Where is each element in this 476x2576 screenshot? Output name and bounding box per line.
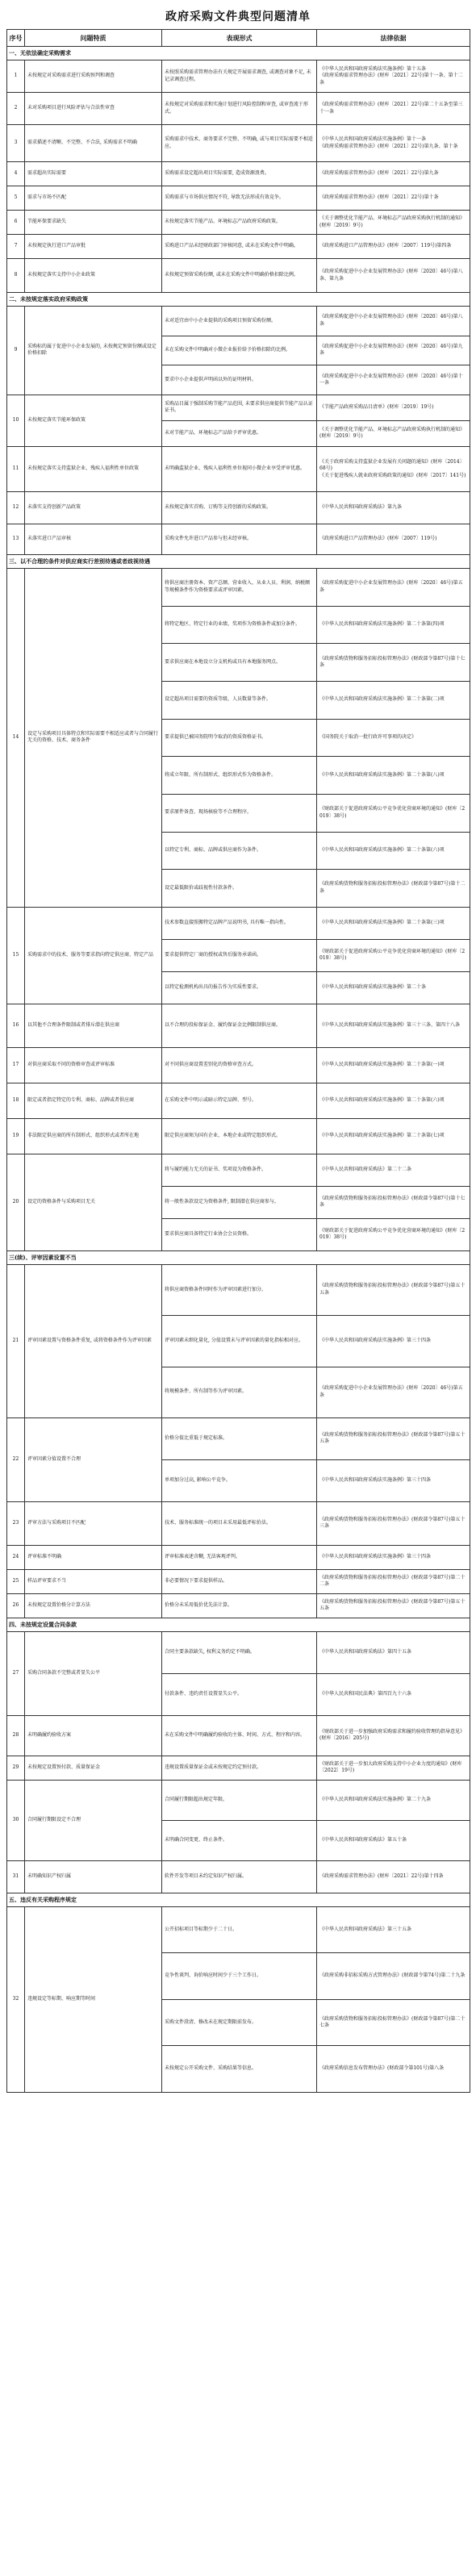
row-number: 12 — [7, 491, 25, 524]
row-form: 未明确监狱企业、残疾人福利性单位视同小微企业享受评审优惠。 — [162, 446, 317, 491]
row-basis: 《政府采购促进中小企业发展管理办法》(财库〔2020〕46号)第五条 — [317, 1367, 470, 1417]
row-issue: 需求与市场不匹配 — [25, 186, 162, 211]
table-row — [7, 446, 470, 491]
row-issue: 未按规定对采购需求进行采购预判和调查 — [25, 61, 162, 93]
row-form: 评审标准表述含糊, 无法客观评判。 — [162, 1545, 317, 1569]
row-basis: 《政府采购促进中小企业发展管理办法》(财库〔2020〕46号)第九条 — [317, 336, 470, 365]
header-no: 序号 — [7, 30, 25, 47]
section-row — [7, 1618, 470, 1631]
row-basis: 《中华人民共和国政府采购法》第五十条 — [317, 1820, 470, 1860]
section-row — [7, 1250, 470, 1264]
row-form: 采购文件澄清、修改未在规定期限前发布。 — [162, 1999, 317, 2046]
row-form: 设定最低限价或歧视性付款条件。 — [162, 870, 317, 908]
row-number: 4 — [7, 162, 25, 186]
row-number: 25 — [7, 1569, 25, 1593]
table-row — [7, 1083, 470, 1118]
row-basis: 《中华人民共和国政府采购法实施条例》第二十条第(八)项 — [317, 757, 470, 795]
row-number: 14 — [7, 568, 25, 907]
row-basis: 《中华人民共和国政府采购法实施条例》第二十条第(四)项 — [317, 606, 470, 644]
row-form: 设定超出项目需要的资质等级、人员数量等条件。 — [162, 681, 317, 719]
row-form: 采购需求设定超出项目实际需要, 造成资源浪费。 — [162, 162, 317, 186]
row-basis: 《中华人民共和国政府采购法实施条例》第三十四条 — [317, 1459, 470, 1501]
row-basis: 《政府采购促进中小企业发展管理办法》(财库〔2020〕46号)第八条、第九条 — [317, 259, 470, 293]
row-basis: 《中华人民共和国政府采购法实施条例》第十五条 《政府采购需求管理办法》(财库〔2021〕22号)第十一条、第十二条 — [317, 61, 470, 93]
row-form: 技术、服务标准统一的项目未采用最低评标价法。 — [162, 1501, 317, 1545]
row-issue: 未按规定执行进口产品审批 — [25, 235, 162, 259]
row-issue: 设定与采购项目具体特点和实际需要不相适应或者与合同履行无关的资格、技术、商务条件 — [25, 568, 162, 907]
row-form: 将成立年限、所有制形式、组织形式作为资格条件。 — [162, 757, 317, 795]
table-row — [7, 1780, 470, 1820]
row-basis: 《中华人民共和国政府采购法实施条例》第三十三条、第四十八条 — [317, 1004, 470, 1047]
row-issue: 未按规定设置价格分计算方法 — [25, 1593, 162, 1618]
row-basis: 《中华人民共和国政府采购法实施条例》第二十条第(三)项 — [317, 907, 470, 939]
row-form: 要求原件备查、现场核验等不合理程序。 — [162, 794, 317, 832]
table-row — [7, 395, 470, 420]
row-form: 未按规定对采购需求和实施计划进行风险控制和审查, 或审查流于形式。 — [162, 93, 317, 125]
table-row — [7, 568, 470, 606]
row-issue: 未落实进口产品审核 — [25, 524, 162, 554]
header-form: 表现形式 — [162, 30, 317, 47]
row-basis: 《政府采购促进中小企业发展管理办法》(财库〔2020〕46号)第五条 — [317, 568, 470, 606]
row-number: 1 — [7, 61, 25, 93]
row-form: 将一般性条款设定为资格条件, 限制潜在供应商参与。 — [162, 1186, 317, 1218]
row-basis: 《政府采购进口产品管理办法》(财库〔2007〕119号)第四条 — [317, 235, 470, 259]
row-basis: 《政府采购需求管理办法》(财库〔2021〕22号)第十条 — [317, 186, 470, 211]
row-number: 11 — [7, 446, 25, 491]
row-form: 违规设置质量保证金或未按规定约定预付款。 — [162, 1756, 317, 1780]
section-label: 二、未按规定落实政府采购政策 — [7, 293, 470, 307]
row-form: 非必要情况下要求提供样品。 — [162, 1569, 317, 1593]
header-basis: 法律依据 — [317, 30, 470, 47]
row-form: 公开招标项目等标期少于二十日。 — [162, 1906, 317, 1953]
table-row — [7, 186, 470, 211]
row-issue: 需求超出实际需要 — [25, 162, 162, 186]
row-form: 要求提供特定厂商的授权或售后服务承诺函。 — [162, 939, 317, 971]
row-number: 17 — [7, 1047, 25, 1083]
row-basis: 《中华人民共和国政府采购法实施条例》第二十条第(二)项 — [317, 681, 470, 719]
row-number: 21 — [7, 1264, 25, 1417]
row-basis: 《政府采购促进中小企业发展管理办法》(财库〔2020〕46号)第十一条 — [317, 365, 470, 395]
row-form: 采购需求中技术、商务要求不完整、不明确, 或与项目实际需要不相适应。 — [162, 125, 317, 162]
row-form: 对不同供应商设置差别化的资格审查方式。 — [162, 1047, 317, 1083]
table-row — [7, 1118, 470, 1154]
row-issue: 需求描述不清晰、不完整、不合法, 采购需求不明确 — [25, 125, 162, 162]
row-basis: 《政府采购货物和服务招标投标管理办法》(财政部令第87号)第二十七条 — [317, 1999, 470, 2046]
row-issue: 采购合同条款不完整或者显失公平 — [25, 1631, 162, 1715]
row-issue: 合同履行期限设定不合理 — [25, 1780, 162, 1860]
row-form: 未按规定预留采购份额, 或未在采购文件中明确价格扣除比例。 — [162, 259, 317, 293]
table-row — [7, 1545, 470, 1569]
table-header-row — [7, 30, 470, 47]
row-number: 3 — [7, 125, 25, 162]
row-basis: 《中华人民共和国政府采购法实施条例》第二十条第(六)项 — [317, 1083, 470, 1118]
row-form: 未按照采购需求管理办法有关规定开展需求调查, 或调查对象不足, 未记录调查过程。 — [162, 61, 317, 93]
row-issue: 样品评审要求不当 — [25, 1569, 162, 1593]
row-issue: 评审因素设置与资格条件重复, 或将资格条件作为评审因素 — [25, 1264, 162, 1417]
table-row — [7, 1501, 470, 1545]
row-number: 28 — [7, 1715, 25, 1756]
row-form: 未按规定落实节能产品、环境标志产品政府采购政策。 — [162, 211, 317, 235]
row-issue: 未明确履约验收方案 — [25, 1715, 162, 1756]
row-form: 付款条件、违约责任设置显失公平。 — [162, 1673, 317, 1715]
table-row — [7, 1593, 470, 1618]
row-basis: 《中华人民共和国政府采购法实施条例》第二十条第(七)项 — [317, 1118, 470, 1154]
row-form: 要求提供已被国务院明令取消的资质资格证书。 — [162, 719, 317, 757]
table-row — [7, 235, 470, 259]
row-number: 15 — [7, 907, 25, 1004]
row-form: 未对适宜由中小企业提供的采购项目预留采购份额。 — [162, 307, 317, 336]
table-row — [7, 162, 470, 186]
row-form: 将规模条件、所有制等作为评审因素。 — [162, 1367, 317, 1417]
table-row — [7, 307, 470, 336]
row-issue: 未按规定设置预付款、质量保证金 — [25, 1756, 162, 1780]
row-basis: 《财政部关于促进政府采购公平竞争优化营商环境的通知》(财库〔2019〕38号) — [317, 794, 470, 832]
row-basis: 《政府采购货物和服务招标投标管理办法》(财政部令第87号)第十二条 — [317, 870, 470, 908]
row-basis: 《政府采购货物和服务招标投标管理办法》(财政部令第87号)第五十五条 — [317, 1417, 470, 1459]
row-issue: 未按规定落实支持中小企业政策 — [25, 259, 162, 293]
row-issue: 未按规定落实节能环保政策 — [25, 395, 162, 446]
section-label: 一、无依法确定采购需求 — [7, 47, 470, 61]
row-number: 18 — [7, 1083, 25, 1118]
row-basis: 《中华人民共和国政府采购法》第三十五条 — [317, 1906, 470, 1953]
row-form: 限定供应商须为国有企业、本地企业或特定组织形式。 — [162, 1118, 317, 1154]
page-title: 政府采购文件典型问题清单 — [165, 10, 311, 23]
row-form: 将供应商资格条件同时作为评审因素进行加分。 — [162, 1264, 317, 1315]
row-basis: 《财政部关于促进政府采购公平竞争优化营商环境的通知》(财库〔2019〕38号) — [317, 939, 470, 971]
row-basis: 《政府采购信息发布管理办法》(财政部令第101号)第八条 — [317, 2046, 470, 2093]
row-form: 采购进口产品未经财政部门审核同意, 或未在采购文件中明确。 — [162, 235, 317, 259]
row-basis: 《中华人民共和国政府采购法》第九条 — [317, 491, 470, 524]
row-issue: 设定的资格条件与采购项目无关 — [25, 1154, 162, 1250]
row-basis: 《财政部关于进一步加大政府采购支持中小企业力度的通知》(财库〔2022〕19号) — [317, 1756, 470, 1780]
row-number: 8 — [7, 259, 25, 293]
table-row — [7, 125, 470, 162]
table-row — [7, 93, 470, 125]
row-form: 将供应商注册资本、资产总额、营业收入、从业人员、利润、纳税额等规模条件作为资格要求或评审因素。 — [162, 568, 317, 606]
row-basis: 《政府采购货物和服务招标投标管理办法》(财政部令第87号)第五十五条 — [317, 1264, 470, 1315]
row-number: 23 — [7, 1501, 25, 1545]
table-row — [7, 1264, 470, 1315]
row-basis: 《财政部关于促进政府采购公平竞争优化营商环境的通知》(财库〔2019〕38号) — [317, 1218, 470, 1250]
row-form: 价格分未采用低价优先法计算。 — [162, 1593, 317, 1618]
row-form: 未按规定公开采购文件、采购结果等信息。 — [162, 2046, 317, 2093]
table-row — [7, 1756, 470, 1780]
issue-table — [6, 29, 470, 2093]
row-issue: 对供应商采取不同的资格审查或评审标准 — [25, 1047, 162, 1083]
row-form: 以特定专利、商标、品牌或供应商作为条件。 — [162, 832, 317, 870]
row-number: 22 — [7, 1417, 25, 1501]
table-row — [7, 1715, 470, 1756]
row-basis: 《关于政府采购支持监狱企业发展有关问题的通知》(财库〔2014〕68号) 《关于促进残疾人就业政府采购政策的通知》(财库〔2017〕141号) — [317, 446, 470, 491]
row-issue: 未落实支持创新产品政策 — [25, 491, 162, 524]
row-form: 未在采购文件中明确履约验收的主体、时间、方式、程序和内容。 — [162, 1715, 317, 1756]
row-basis: 《政府采购需求管理办法》(财库〔2021〕22号)第十四条 — [317, 1860, 470, 1893]
section-row — [7, 293, 470, 307]
row-basis: 《关于调整优化节能产品、环境标志产品政府采购执行机制的通知》(财库〔2019〕9号) — [317, 211, 470, 235]
table-row — [7, 1631, 470, 1673]
row-number: 29 — [7, 1756, 25, 1780]
row-form: 未按规定落实首购、订购等支持创新的采购政策。 — [162, 491, 317, 524]
table-row — [7, 259, 470, 293]
row-issue: 评审标准不明确 — [25, 1545, 162, 1569]
row-number: 10 — [7, 395, 25, 446]
row-form: 合同主要条款缺失, 权利义务约定不明确。 — [162, 1631, 317, 1673]
row-basis: 《中华人民共和国政府采购法实施条例》第二十条第(六)项 — [317, 832, 470, 870]
row-number: 31 — [7, 1860, 25, 1893]
row-basis: 《政府采购货物和服务招标投标管理办法》(财政部令第87号)第五十五条 — [317, 1593, 470, 1618]
row-form: 要求供应商在本地设立分支机构或具有本地服务网点。 — [162, 644, 317, 682]
row-basis: 《中华人民共和国政府采购法》第四十五条 — [317, 1631, 470, 1673]
row-issue: 未按规定落实支持监狱企业、残疾人福利性单位政策 — [25, 446, 162, 491]
section-row — [7, 1893, 470, 1906]
table-row — [7, 1569, 470, 1593]
row-number: 26 — [7, 1593, 25, 1618]
table-row — [7, 524, 470, 554]
section-label: 五、违反有关采购程序规定 — [7, 1893, 470, 1906]
row-form: 竞争性谈判、询价响应时间少于三个工作日。 — [162, 1953, 317, 2000]
row-form: 采购文件允许进口产品参与但未经审核。 — [162, 524, 317, 554]
row-number: 13 — [7, 524, 25, 554]
row-number: 24 — [7, 1545, 25, 1569]
table-row — [7, 1417, 470, 1459]
row-basis: 《政府采购促进中小企业发展管理办法》(财库〔2020〕46号)第八条 — [317, 307, 470, 336]
table-row — [7, 211, 470, 235]
row-issue: 评审因素分值设置不合理 — [25, 1417, 162, 1501]
table-row — [7, 1906, 470, 1953]
row-form: 未对节能产品、环境标志产品给予评审优惠。 — [162, 420, 317, 446]
row-basis: 《中华人民共和国政府采购法实施条例》第二十九条 — [317, 1780, 470, 1820]
section-label: 三、以不合理的条件对供应商实行差别待遇或者歧视待遇 — [7, 554, 470, 568]
row-form: 软件开发等项目未约定知识产权归属。 — [162, 1860, 317, 1893]
row-issue: 未对采购项目进行风险评估与合法性审查 — [25, 93, 162, 125]
row-basis: 《节能产品政府采购品目清单》(财库〔2019〕19号) — [317, 395, 470, 420]
section-row — [7, 554, 470, 568]
row-form: 未明确合同变更、终止条件。 — [162, 1820, 317, 1860]
row-form: 采购需求与市场供应情况不符, 导致无法形成有效竞争。 — [162, 186, 317, 211]
row-number: 20 — [7, 1154, 25, 1250]
row-number: 5 — [7, 186, 25, 211]
row-form: 技术参数直接照搬特定品牌产品说明书, 具有唯一指向性。 — [162, 907, 317, 939]
row-basis: 《政府采购货物和服务招标投标管理办法》(财政部令第87号)第十七条 — [317, 644, 470, 682]
row-basis: 《政府采购需求管理办法》(财库〔2021〕22号)第九条 — [317, 162, 470, 186]
row-form: 采购品目属于强制采购节能产品范围, 未要求供应商提供节能产品认证证书。 — [162, 395, 317, 420]
row-form: 将与履约能力无关的证书、奖项设为资格条件。 — [162, 1154, 317, 1186]
row-form: 评审因素未细化量化, 分值设置未与评审因素的量化指标相对应。 — [162, 1316, 317, 1367]
row-basis: 《政府采购货物和服务招标投标管理办法》(财政部令第87号)第二十二条 — [317, 1569, 470, 1593]
row-basis: 《中华人民共和国政府采购法实施条例》第三十四条 — [317, 1316, 470, 1367]
row-number: 2 — [7, 93, 25, 125]
row-basis: 《中华人民共和国政府采购法实施条例》第二十条 — [317, 971, 470, 1004]
row-issue: 以其他不合理条件限制或者排斥潜在供应商 — [25, 1004, 162, 1047]
row-form: 在采购文件中明示或暗示特定品牌、型号。 — [162, 1083, 317, 1118]
row-basis: 《政府采购进口产品管理办法》(财库〔2007〕119号) — [317, 524, 470, 554]
row-issue: 采购标的属于促进中小企业发展的, 未按规定预留份额或设定价格扣除 — [25, 307, 162, 395]
row-form: 单项加分过高, 影响公平竞争。 — [162, 1459, 317, 1501]
table-row — [7, 61, 470, 93]
row-number: 30 — [7, 1780, 25, 1860]
row-issue: 采购需求中的技术、服务等要求指向特定供应商、特定产品 — [25, 907, 162, 1004]
row-issue: 限定或者指定特定的专利、商标、品牌或者供应商 — [25, 1083, 162, 1118]
row-number: 32 — [7, 1906, 25, 2092]
row-form: 要求中小企业提供声明函以外的证明材料。 — [162, 365, 317, 395]
row-basis: 《政府采购货物和服务招标投标管理办法》(财政部令第87号)第十七条 — [317, 1186, 470, 1218]
row-basis: 《中华人民共和国政府采购法》第二十二条 — [317, 1154, 470, 1186]
row-basis: 《政府采购非招标采购方式管理办法》(财政部令第74号)第二十九条 — [317, 1953, 470, 2000]
row-form: 价格分值比重低于规定标准。 — [162, 1417, 317, 1459]
row-number: 7 — [7, 235, 25, 259]
row-form: 以特定检测机构出具的报告作为实质性要求。 — [162, 971, 317, 1004]
section-label: 三(续)、评审因素设置不当 — [7, 1250, 470, 1264]
table-row — [7, 1154, 470, 1186]
row-basis: 《关于调整优化节能产品、环境标志产品政府采购执行机制的通知》(财库〔2019〕9号) — [317, 420, 470, 446]
row-issue: 未明确知识产权归属 — [25, 1860, 162, 1893]
row-form: 合同履行期限超出规定年限。 — [162, 1780, 317, 1820]
table-row — [7, 1004, 470, 1047]
row-basis: 《中华人民共和国政府采购法实施条例》第二十条第(一)项 — [317, 1047, 470, 1083]
table-row — [7, 907, 470, 939]
section-label: 四、未按规定设置合同条款 — [7, 1618, 470, 1631]
row-number: 9 — [7, 307, 25, 395]
row-number: 27 — [7, 1631, 25, 1715]
header-issue: 问题特质 — [25, 30, 162, 47]
row-number: 16 — [7, 1004, 25, 1047]
row-basis: 《中华人民共和国民法典》第四百九十六条 — [317, 1673, 470, 1715]
row-basis: 《财政部关于进一步加强政府采购需求和履约验收管理的指导意见》(财库〔2016〕205号) — [317, 1715, 470, 1756]
row-number: 19 — [7, 1118, 25, 1154]
row-form: 未在采购文件中明确对小微企业报价给予价格扣除的比例。 — [162, 336, 317, 365]
row-issue: 非法限定供应商的所有制形式、组织形式或者所在地 — [25, 1118, 162, 1154]
row-form: 以不合理的投标保证金、履约保证金比例限制供应商。 — [162, 1004, 317, 1047]
row-number: 6 — [7, 211, 25, 235]
row-form: 要求供应商具备特定行业协会会员资格。 — [162, 1218, 317, 1250]
row-basis: 《中华人民共和国政府采购法实施条例》第三十四条 — [317, 1545, 470, 1569]
table-row — [7, 1860, 470, 1893]
row-basis: 《中华人民共和国政府采购法实施条例》第十一条 《政府采购需求管理办法》(财库〔2021〕22号)第九条、第十条 — [317, 125, 470, 162]
row-basis: 《国务院关于取消一批行政许可事项的决定》 — [317, 719, 470, 757]
row-basis: 《政府采购货物和服务招标投标管理办法》(财政部令第87号)第五十三条 — [317, 1501, 470, 1545]
table-body — [7, 47, 470, 2093]
table-row — [7, 1047, 470, 1083]
table-row — [7, 491, 470, 524]
row-issue: 违规设定等标期、响应期等时间 — [25, 1906, 162, 2092]
row-form: 将特定地区、特定行业的业绩、奖项作为资格条件或加分条件。 — [162, 606, 317, 644]
row-issue: 节能环保要求缺失 — [25, 211, 162, 235]
row-issue: 评审方法与采购项目不匹配 — [25, 1501, 162, 1545]
section-row — [7, 47, 470, 61]
row-basis: 《政府采购需求管理办法》(财库〔2021〕22号)第二十五条至第三十一条 — [317, 93, 470, 125]
